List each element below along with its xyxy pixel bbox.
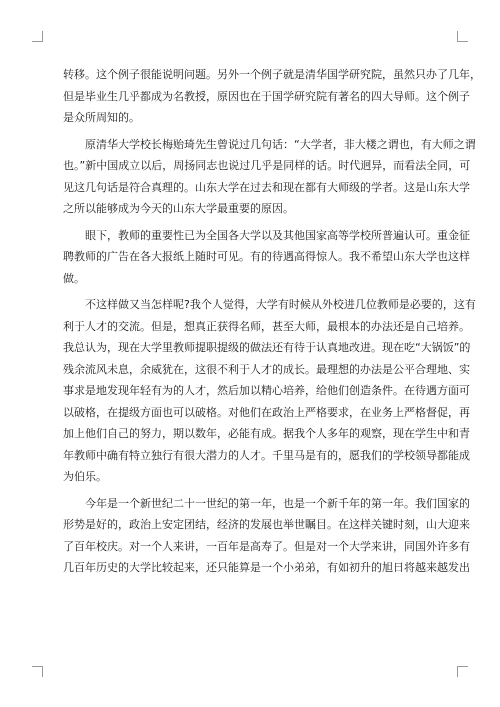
text-line: 了百年校庆。对一个人来讲，一百年是高寿了。但是对一个大学来讲，同国外许多有 [63, 539, 470, 553]
paragraph-2 [63, 134, 476, 220]
text-line: 原清华大学校长梅贻琦先生曾说过几句话：“大学者，非大楼之谓也，有大师之谓 [63, 137, 476, 151]
text-line: 不这样做又当怎样呢?我个人觉得，大学有时候从外校进几位教师是必要的，这有 [63, 298, 476, 311]
text-line: 转移。这个例子很能说明问题。另外一个例子就是清华国学研究院，虽然只办了几年， [63, 68, 481, 81]
paragraph-5 [63, 493, 470, 579]
text-line: 形势是好的，政治上安定团结，经济的发展也举世瞩目。在这样关键时刻，山大迎来 [63, 518, 470, 531]
text-line: 利于人才的交流。但是，想真正获得名师，甚至大师，最根本的办法还是自己培养。 [63, 319, 470, 333]
crop-mark-top-right [457, 31, 468, 42]
text-line: 见这几句话是符合真理的。山东大学在过去和现在都有大师级的学者。这是山东大学 [63, 180, 470, 194]
text-line: 我总认为，现在大学里教师提职提级的做法还有待于认真地改进。现在吃“大锅饭”的 [63, 341, 471, 354]
text-line: 几百年历史的大学比较起来，还只能算是一个小弟弟，有如初升的旭日将越来越发出 [63, 561, 470, 574]
text-line: 聘教师的广告在各大报纸上随时可见。有的待遇高得惊人。我不希望山东大学也这样 [63, 250, 470, 263]
text-line: 但是毕业生几乎都成为名教授，原因也在于国学研究院有著名的四大导师。这个例子 [63, 89, 470, 103]
text-line: 以破格，在提级方面也可以破格。对他们在政治上严格要求，在业务上严格督促，再 [63, 405, 470, 419]
paragraph-1 [63, 64, 481, 129]
text-line: 做。 [63, 271, 85, 285]
text-line: 年教师中确有特立独行有很大潜力的人才。千里马是有的，愿我们的学校领导都能成 [63, 448, 470, 462]
document-body [63, 64, 481, 584]
text-line: 眼下，教师的重要性已为全国各大学以及其他国家高等学校所普遍认可。重金征 [63, 228, 470, 242]
crop-mark-bottom-right [457, 666, 468, 677]
text-line: 之所以能够成为今天的山东大学最重要的原因。 [63, 202, 294, 215]
crop-mark-bottom-left [32, 666, 43, 677]
text-line: 残余流风未息，余威犹在，这很不利于人才的成长。最理想的办法是公平合理地、实 [63, 362, 470, 376]
paragraph-4 [63, 294, 476, 488]
crop-mark-top-left [32, 31, 43, 42]
text-line: 为伯乐。 [63, 470, 107, 483]
text-line: 是众所周知的。 [63, 111, 140, 124]
text-line: 事求是地发现年轻有为的人才，然后加以精心培养，给他们创造条件。在待遇方面可 [63, 384, 470, 397]
paragraph-3 [63, 225, 470, 290]
text-line: 加上他们自己的努力，期以数年，必能有成。据我个人多年的观察，现在学生中和青 [63, 427, 470, 440]
text-line: 今年是一个新世纪二十一世纪的第一年，也是一个新千年的第一年。我们国家的 [63, 496, 470, 510]
text-line: 也。”新中国成立以后，周扬同志也说过几乎是同样的话。时代迥异，而看法全同，可 [63, 159, 471, 172]
